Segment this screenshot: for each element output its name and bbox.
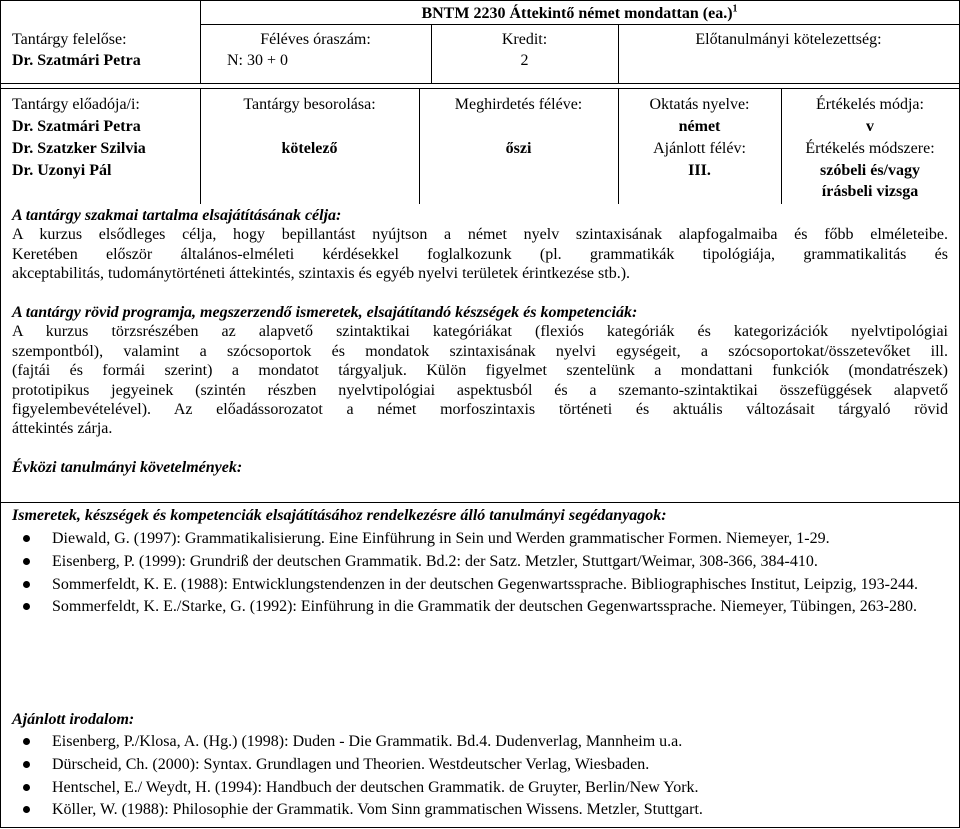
bullet-icon: [23, 603, 30, 610]
list-item: Köller, W. (1988): Philosophie der Grammatik. Vom Sinn grammatischen Wissens. Metzler, Stuttgart.: [12, 800, 952, 820]
list-item: Eisenberg, P./Klosa, A. (Hg.) (1998): Duden - Die Grammatik. Bd.4. Dudenverlag, Mannheim u.a.: [12, 732, 952, 752]
materials-section: [12, 506, 948, 620]
list-item: Diewald, G. (1997): Grammatikalisierung. Eine Einführung in Sein und Werden grammatischer Formen. Niemeyer, 1-29.: [12, 529, 952, 549]
program-line: szempontból), valamint a szócsoportok és mondatok szintaxisának nyelvi egységeit, a szócsoportokat/összetevőket ill.: [12, 342, 948, 360]
eval-method-value: szóbeli és/vagy: [820, 162, 920, 179]
list-item: Hentschel, E./ Weydt, H. (1994): Handbuch der deutschen Grammatik. de Gruyter, Berlin/New York.: [12, 778, 952, 798]
aim-line: akceptabilitás, tudománytörténeti áttekintés, szintaxis és egyéb nyelvi területek érintkezése stb.).: [12, 265, 631, 283]
program-line: A kurzus törzsrészében az alapvető szintaktikai kategóriákat (flexiós kategóriák és kategorizációk nyelvtipológiai: [12, 323, 948, 341]
requirements-section: [12, 458, 948, 477]
program-line: áttekintés zárja.: [12, 420, 113, 438]
credit-label: Kredit:: [501, 31, 548, 48]
language-value: német: [678, 118, 721, 135]
program-heading: A tantárgy rövid programja, megszerzendő ismeretek, elsajátítandó készségek és kompetenciák:: [12, 304, 638, 321]
hours-value: N: 30 + 0: [227, 52, 289, 69]
aim-line: A kurzus elsődleges célja, hogy bepillantást nyújtson a német nyelv szintaxisának alapfogalmaiba és főbb elméleteibe.: [12, 226, 948, 244]
course-title: BNTM 2230 Áttekintő német mondattan $(ea.)^1$: [421, 3, 738, 22]
bullet-icon: [23, 738, 30, 745]
bullet-icon: [23, 558, 30, 565]
bullet-icon: [23, 535, 30, 542]
aim-line: Keretében először általános-elméleti kérdésekkel foglalkozunk (pl. grammatikák tipológiája, grammatikalitás és: [12, 245, 948, 263]
semester-value: őszi: [505, 140, 532, 157]
bullet-icon: [23, 784, 30, 791]
literature-section: [12, 710, 948, 823]
credit-value: 2: [520, 52, 529, 69]
list-item: Eisenberg, P. (1999): Grundriß der deutschen Grammatik. Bd.2: der Satz. Metzler, Stuttgart/Weimar, 308-366, 384-410.: [12, 552, 952, 572]
aim-heading: A tantárgy szakmai tartalma elsajátításának célja:: [12, 207, 342, 224]
hours-label: Féléves óraszám:: [260, 31, 371, 48]
eval-method-label: Értékelés módszere:: [805, 140, 935, 157]
lecturer-name: Dr. Uzonyi Pál: [12, 162, 112, 179]
program-text: [12, 322, 948, 438]
rule-title-bottom: [200, 24, 959, 25]
bullet-icon: [23, 761, 30, 768]
bullet-icon: [23, 581, 30, 588]
aim-text: [12, 225, 948, 283]
program-line: figyelembevételével). Az előadássorozatot a német morfoszintaxis történeti és aktuális változásait tárgyaló rövid: [12, 400, 948, 418]
recommended-label: Ajánlott félév:: [653, 140, 746, 157]
classification-value: kötelező: [281, 140, 338, 157]
materials-list: [12, 529, 948, 616]
program-line: prototipikus jegyeinek (szintén részben nyelvtipológiai aspektusból és a szemanto-szintaktikai összefüggések alapvető: [12, 381, 948, 399]
rule-header-bottom: [1, 83, 959, 84]
rule-top: [1, 0, 959, 1]
list-item: Dürscheid, Ch. (2000): Syntax. Grundlagen und Theorien. Westdeutscher Verlag, Wiesbaden.: [12, 755, 952, 775]
lecturer-name: Dr. Szatmári Petra: [12, 118, 141, 135]
aim-section: [12, 206, 948, 284]
lecturer-label: Tantárgy előadója/i:: [12, 96, 140, 113]
responsible-name: Dr. Szatmári Petra: [12, 52, 141, 69]
semester-label: Meghirdetés féléve:: [454, 96, 583, 113]
bullet-icon: [23, 806, 30, 813]
eval-method-value: írásbeli vizsga: [821, 183, 919, 200]
classification-label: Tantárgy besorolása:: [243, 96, 376, 113]
lecturer-name: Dr. Szatzker Szilvia: [12, 140, 146, 157]
language-label: Oktatás nyelve:: [649, 96, 750, 113]
materials-heading: Ismeretek, készségek és kompetenciák elsajátításához rendelkezésre álló tanulmányi segédanyagok:: [12, 507, 667, 524]
rule-requirements-bottom: [1, 502, 959, 503]
literature-list: [12, 732, 948, 819]
prereq-label: Előtanulmányi kötelezettség:: [695, 31, 882, 48]
program-section: [12, 303, 948, 439]
rule-info-top: [1, 88, 959, 89]
list-item: Sommerfeldt, K. E. (1988): Entwicklungstendenzen in der deutschen Gegenwartssprache. Bibliographisches Institut, Leipzig, 193-244.: [12, 575, 952, 595]
responsible-label: Tantárgy felelőse:: [12, 31, 127, 48]
eval-mode-label: Értékelés módja:: [816, 96, 924, 113]
recommended-value: III.: [688, 162, 711, 179]
requirements-heading: Évközi tanulmányi követelmények:: [12, 459, 243, 476]
literature-heading: Ajánlott irodalom:: [12, 711, 135, 728]
program-line: (fajtái és formái szerint) a mondatot tárgyaljuk. Külön figyelmet szentelünk a mondattani funkciók (mondatrészek): [12, 362, 948, 380]
eval-mode-value: v: [866, 118, 874, 135]
list-item: Sommerfeldt, K. E./Starke, G. (1992): Einführung in die Grammatik der deutschen Gegenwartssprache. Niemeyer, Tübingen, 263-280.: [12, 597, 952, 617]
